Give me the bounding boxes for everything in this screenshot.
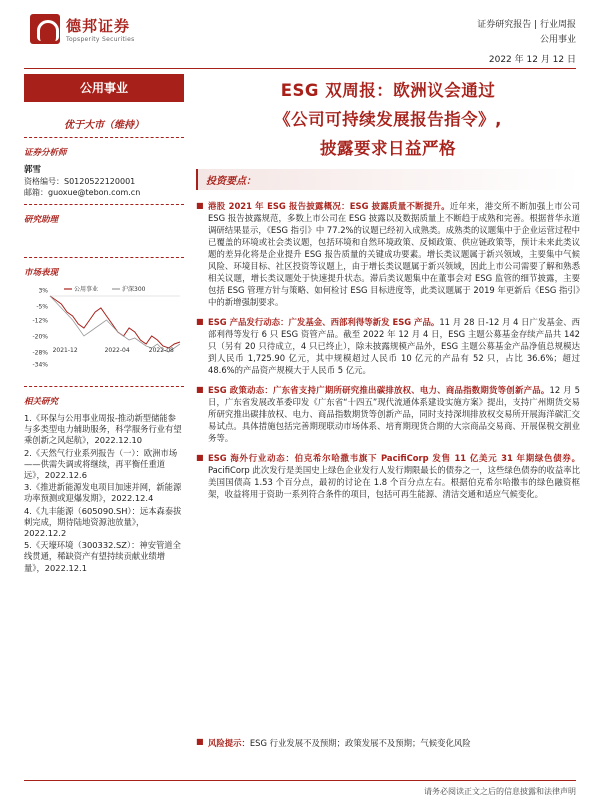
key-point-body: 12 月 5 日，广东省发展改革委印发《广东省“十四五”现代流通体系建设实施方案》提出，支持广州期货交易所研究推出碳排放权、电力、商品指数期货等创新产品，同时支持深圳排放权交易所开展海洋碳汇交易试点。具体措施包括完善期现联动市场体系、培育期现货合期的大宗商品交易商、开展保税交割业务等。 [208,385,580,443]
footer-disclaimer: 请务必阅读正文之后的信息披露和法律声明 [424,787,576,796]
title-line-2: 《公司可持续发展报告指令》, [274,110,502,129]
y-tick-label: -28% [32,349,48,357]
sector-box: 公用事业 [24,74,184,102]
footer-divider [24,780,576,781]
legend-label: 沪深300 [122,286,146,293]
header-divider [24,68,576,69]
related-research-item[interactable]: 2.《天然气行业系列报告（一）：欧洲市场——供需失调或将继续，再平衡任重道远》，2022.12.6 [24,447,178,481]
assistant-section-title: 研究助理 [24,215,59,225]
analyst-info [24,164,184,198]
key-point-body: 11 月 28 日-12 月 4 日广发基金、西部利得等发行 6 只 ESG 资管产品。截至 2022 年 12 月 4 日，ESG 主题公募基金存续产品共 142 只（另有 20 只待成立，4 只已终止），除未披露规模产品外，ESG 主题公募基金产品净值总规模达到人民币 1,725.90 亿元，其中规模超过人民币 10 亿元的产品有 52 只，占比 36.6%；超过 48.6%的产品资产规模大于人民币 5 亿元。 [208,317,581,375]
market-chart [24,284,184,380]
key-point [196,384,580,444]
legend-label: 公用事业 [74,286,99,293]
sidebar [24,72,184,575]
main-content [196,72,580,508]
related-research-item[interactable]: 4.《九丰能源（605090.SH）：远本森泰拔刺完成，期待陆地资源池放量》，2022.12.2 [24,505,182,539]
divider [24,257,184,258]
risk-body: ESG 行业发展不及预期；政策发展不及预期；气候变化风险 [249,738,471,748]
key-point [196,452,580,500]
key-point-head: ESG 政策动态：广东省支持广期所研究推出碳排放权、电力、商品指数期货等创新产品。 [208,385,550,395]
x-tick-label: 2022-04 [104,347,130,354]
market-chart-svg [24,284,184,376]
key-point-head: ESG 产品发行动态：广发基金、西部利得等新发 ESG 产品。 [208,317,440,327]
key-point-head: ESG 海外行业动态：伯克希尔哈撒韦旗下 PacifiCorp 发售 11 亿美元 31 年期绿色债券。 [208,453,580,463]
related-research-list [24,413,184,574]
header-sector: 公用事业 [539,35,576,45]
x-tick-label: 2021-12 [52,347,78,354]
key-points-list [196,200,580,500]
logo-en: Topsperity Securities [66,36,135,43]
y-tick-label: -34% [32,361,48,369]
title-line-3: 披露要求日益严格 [320,139,456,158]
title-line-1: ESG 双周报：欧洲议会通过 [280,81,496,100]
analyst-cert: 资格编号：S0120522120001 [24,177,136,186]
logo-cn: 德邦证券 [66,17,131,35]
related-research-item[interactable]: 5.《天壕环境（300332.SZ）：神安管道全线贯通，稀缺资产有望持续贡献业绩增量》，2022.12.1 [24,540,181,573]
divider [24,386,184,387]
analyst-section-title: 证券分析师 [24,148,67,158]
key-point-head: 港股 2021 年 ESG 报告披露概况：ESG 披露质量不断提升。 [208,201,450,211]
key-point-body: 近年来，港交所不断加强上市公司 ESG 报告披露规范，多数上市公司在 ESG 披露以及数据质量上不断趋于成熟和完善。根据普华永道调研结果显示，《ESG 指引》中 77.2%的议题已经初入成熟类。成熟类的议题集中于企业运营过程中已覆盖的环境或社会类议题，包括环境和自然环境政策、反倾政策、供应链政策等，预计未来此类议题的差异化将是企业提升 ESG 报告质量的关键成功要素。增长类议题属于新兴领域，主要集中气候风险、环境目标、社区投资等议题上，由于增长类议题属于新兴领域，因此上市公司需要了解和熟悉相关议题，增长类议题处于快速提升状态。滞后类议题集中在董事会对 ESG 监管的细节披露，主要包括 ESG 管理方针与策略、如何检讨 ESG 目标进度等，此类议题属于 2019 年更新后《ESG 指引》中的新增强制要求。 [208,201,581,307]
key-point [196,316,580,376]
y-tick-label: -5% [36,303,48,311]
header-meta [477,18,576,48]
analyst-name: 郭雪 [24,165,42,175]
key-point-body: PacifiCorp 此次发行是美国史上绿色企业发行人发行期限最长的债券之一，这些绿色债券的收益率比美国国债高 1.53 个百分点，最初的讨论在 1.8 个百分点左右。根据伯克希尔哈撒韦的绿色融资框架，收益将用于资助一系列符合条件的项目，包括可再生能源、清洁交通和适应气候变化。 [208,465,580,499]
related-research-title: 相关研究 [24,397,59,407]
series-line-1 [50,296,180,348]
analyst-email[interactable]: 邮箱：guoxue@tebon.com.cn [24,188,141,197]
report-title [196,76,580,163]
key-points-label: 投资要点： [196,169,580,190]
y-tick-label: 3% [38,287,48,295]
y-tick-label: -20% [32,333,48,341]
risk-head: 风险提示： [208,738,250,748]
logo-icon [30,14,60,44]
report-type: 证券研究报告 | 行业周报 [477,20,576,30]
key-point [196,200,580,308]
risk-warning [196,737,580,749]
divider [24,204,184,205]
rating: 优于大市（维持） [24,116,184,138]
related-research-item[interactable]: 3.《推进新能源发电项目加速并网，新能源功率预测或迎爆发期》，2022.12.4 [24,482,182,504]
y-tick-label: -12% [32,317,48,325]
related-research-item[interactable]: 1.《环保与公用事业周报-推动新型储能参与多类型电力辅助服务，科学服务行业有望乘创新之风起航》，2022.12.10 [24,413,182,446]
report-date: 2022 年 12 月 12 日 [488,55,576,65]
company-logo [30,14,135,44]
x-tick-label: 2022-08 [148,347,174,354]
market-section-title: 市场表现 [24,268,59,278]
